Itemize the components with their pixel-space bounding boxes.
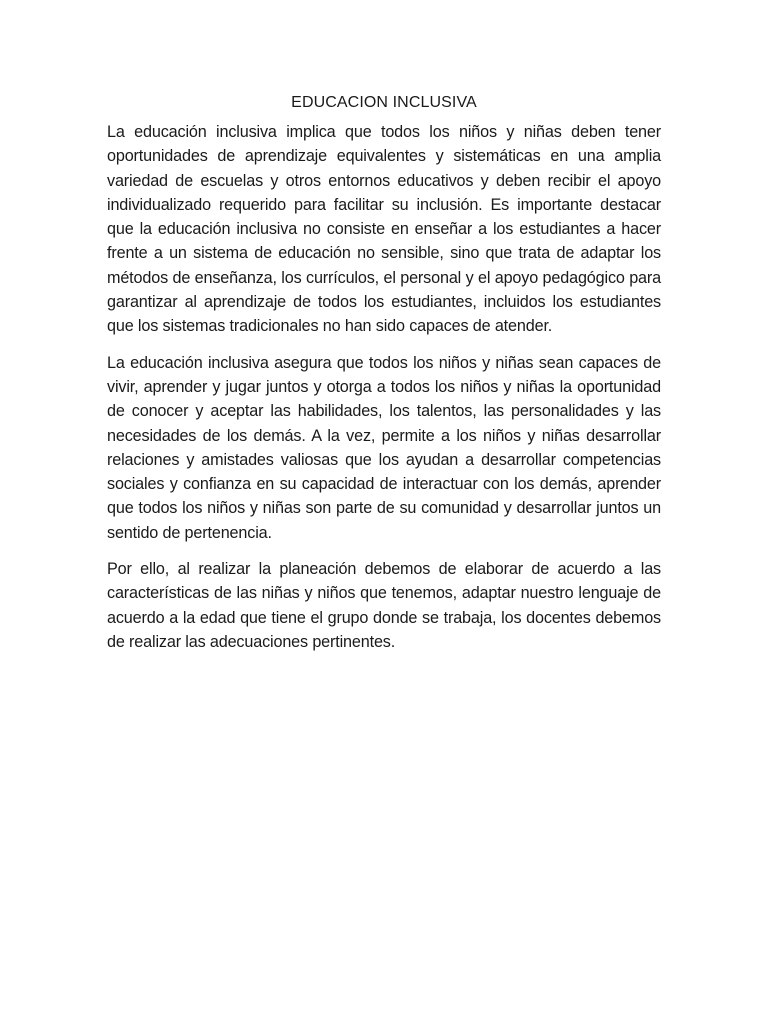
paragraph-2: La educación inclusiva asegura que todos los niños y niñas sean capaces de vivir, aprender y jugar juntos y otorga a todos los niños y niñas la oportunidad de conocer y aceptar las habilidades, los talentos, las personalidades y las necesidades de los demás. A la vez, permite a los niños y niñas desarrollar relaciones y amistades valiosas que los ayudan a desarrollar competencias sociales y confianza en su capacidad de interactuar con los demás, aprender que todos los niños y niñas son parte de su comunidad y desarrollar juntos un sentido de pertenencia.	[107, 353, 661, 542]
paragraph-1: La educación inclusiva implica que todos los niños y niñas deben tener oportunidades de aprendizaje equivalentes y sistemáticas en una amplia variedad de escuelas y otros entornos educativos y deben recibir el apoyo individualizado requerido para facilitar su inclusión. Es importante destacar que la educación inclusiva no consiste en enseñar a los estudiantes a hacer frente a un sistema de educación no sensible, sino que trata de adaptar los métodos de enseñanza, los currículos, el personal y el apoyo pedagógico para garantizar al aprendizaje de todos los estudiantes, incluidos los estudiantes que los sistemas tradicionales no han sido capaces de atender.	[107, 123, 661, 336]
paragraph-3: Por ello, al realizar la planeación debemos de elaborar de acuerdo a las características de las niñas y niños que tenemos, adaptar nuestro lenguaje de acuerdo a la edad que tiene el grupo donde se trabaja, los docentes debemos de realizar las adecuaciones pertinentes.	[107, 560, 661, 651]
document-title: EDUCACION INCLUSIVA	[291, 94, 477, 111]
document-body	[107, 92, 661, 666]
